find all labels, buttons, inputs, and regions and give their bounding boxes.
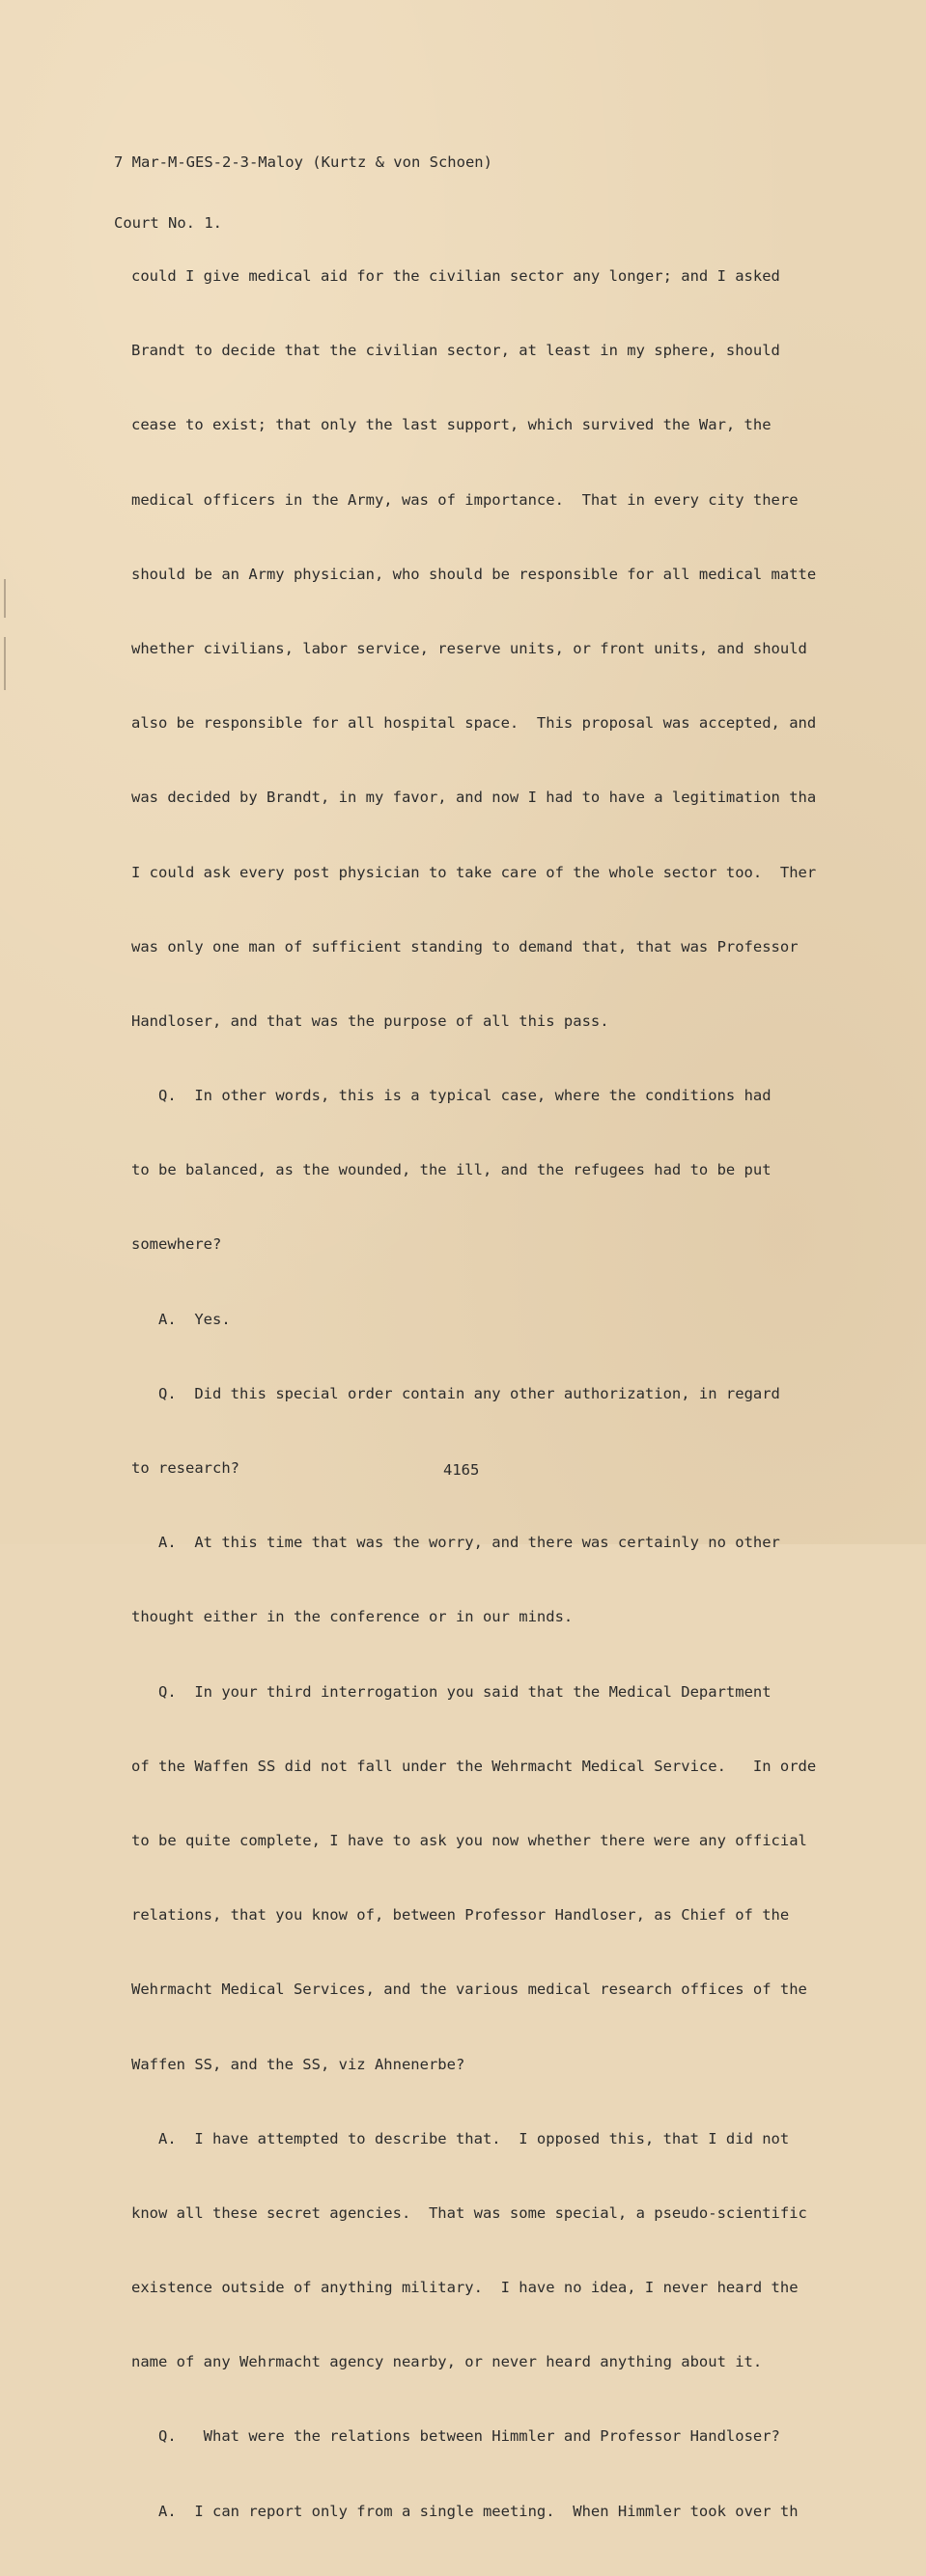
question-line: Q. Did this special order contain any other authorization, in regard [158,1384,780,1402]
text-line: cease to exist; that only the last support, which survived the War, the [131,416,772,434]
text-line: relations, that you know of, between Professor Handloser, as Chief of the [131,1906,790,1925]
page-number: 4165 [443,1461,480,1479]
text-line: know all these secret agencies. That was some special, a pseudo-scientific [131,2203,807,2222]
answer-line: A. I can report only from a single meeting. When Himmler took over th [158,2502,799,2520]
text-line: Waffen SS, and the SS, viz Ahnenerbe? [131,2055,465,2073]
text-line: also be responsible for all hospital space. This proposal was accepted, and [131,714,817,733]
text-line: somewhere? [131,1235,222,1254]
answer-line: A. At this time that was the worry, and there was certainly no other [158,1534,780,1552]
text-line: was decided by Brandt, in my favor, and now I had to have a legitimation tha [131,789,817,807]
answer-line: A. Yes. [158,1310,231,1328]
text-line: of the Waffen SS did not fall under the Wehrmacht Medical Service. In orde [131,1757,817,1775]
text-line: name of any Wehrmacht agency nearby, or never heard anything about it. [131,2353,763,2371]
transcript-body [131,232,904,2576]
question-line: Q. What were the relations between Himmler and Professor Handloser? [158,2427,780,2446]
text-line: Brandt to decide that the civilian sector, at least in my sphere, should [131,342,780,360]
question-line: Q. In your third interrogation you said that the Medical Department [158,1682,772,1701]
text-line: thought either in the conference or in our minds. [131,1608,574,1626]
text-line: Wehrmacht Medical Services, and the various medical research offices of the [131,1980,807,1999]
text-line: to be balanced, as the wounded, the ill, and the refugees had to be put [131,1161,772,1179]
question-line: Q. In other words, this is a typical case, where the conditions had [158,1087,772,1105]
text-line: I could ask every post physician to take care of the whole sector too. Ther [131,863,817,881]
header-line-2: Court No. 1. [114,214,222,232]
text-line: whether civilians, labor service, reserve units, or front units, and should [131,639,807,657]
text-line: should be an Army physician, who should be responsible for all medical matte [131,565,817,583]
text-line: existence outside of anything military. I have no idea, I never heard the [131,2279,799,2297]
text-line: Handloser, and that was the purpose of all this pass. [131,1011,609,1030]
text-line: was only one man of sufficient standing to demand that, that was Professor [131,937,799,956]
text-line: to be quite complete, I have to ask you now whether there were any official [131,1831,807,1849]
paper-edge-mark [4,579,6,618]
text-line: to research? [131,1459,239,1477]
text-line: could I give medical aid for the civilian sector any longer; and I asked [131,267,780,285]
paper-edge-mark [4,637,6,690]
answer-line: A. I have attempted to describe that. I opposed this, that I did not [158,2129,790,2147]
text-line: medical officers in the Army, was of importance. That in every city there [131,490,799,509]
header-line-1: 7 Mar-M-GES-2-3-Maloy (Kurtz & von Schoen) [114,153,492,171]
